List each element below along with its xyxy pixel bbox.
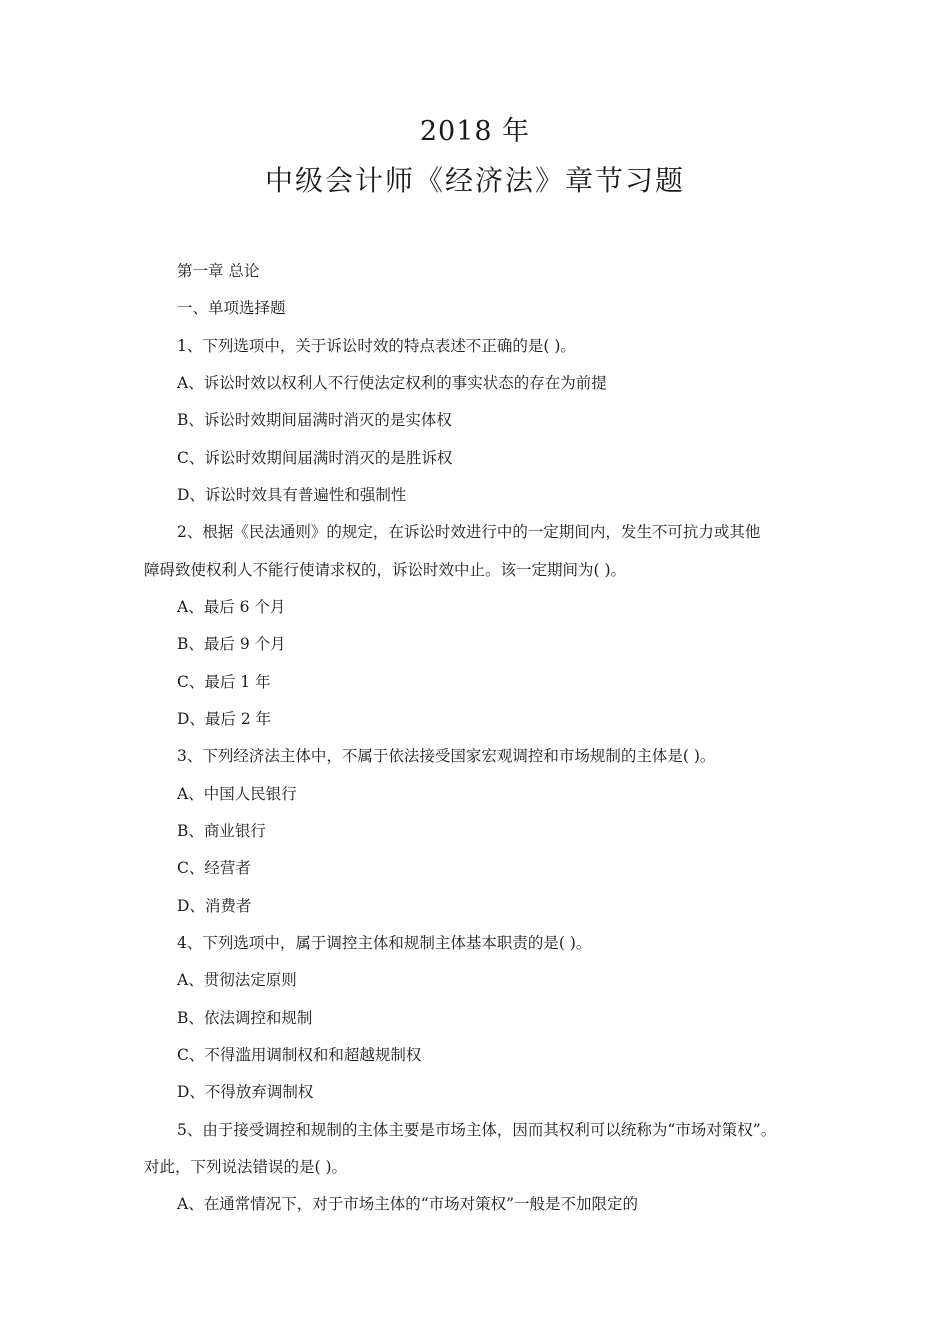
question-4-option-a: A、贯彻法定原则	[177, 971, 297, 989]
question-2-option-c: C、最后 1 年	[177, 673, 271, 691]
question-3-option-a: A、中国人民银行	[177, 785, 297, 803]
document-title: 中级会计师《经济法》章节习题	[264, 164, 685, 197]
document-title-year: 2018 年	[419, 116, 531, 147]
question-4-stem: 4、下列选项中，属于调控主体和规制主体基本职责的是( )。	[177, 934, 592, 952]
question-1-option-b: B、诉讼时效期间届满时消灭的是实体权	[177, 411, 452, 429]
question-4-option-d: D、不得放弃调制权	[177, 1083, 314, 1101]
question-1-option-c: C、诉讼时效期间届满时消灭的是胜诉权	[177, 449, 453, 467]
question-2-stem-line-2: 障碍致使权利人不能行使请求权的，诉讼时效中止。该一定期间为( )。	[144, 561, 627, 579]
question-3-option-c: C、经营者	[177, 859, 251, 877]
question-5-stem-line-2: 对此，下列说法错误的是( )。	[144, 1158, 348, 1176]
question-3-option-d: D、消费者	[177, 897, 252, 915]
question-4-option-b: B、依法调控和规制	[177, 1009, 313, 1027]
question-1-stem: 1、下列选项中，关于诉讼时效的特点表述不正确的是( )。	[177, 337, 576, 355]
chapter-heading: 第一章 总论	[177, 262, 260, 280]
question-3-option-b: B、商业银行	[177, 822, 266, 840]
question-5-option-a: A、在通常情况下，对于市场主体的“市场对策权”一般是不加限定的	[177, 1195, 639, 1213]
question-2-stem-line-1: 2、根据《民法通则》的规定，在诉讼时效进行中的一定期间内，发生不可抗力或其他	[177, 523, 761, 541]
question-2-option-d: D、最后 2 年	[177, 710, 272, 728]
question-3-stem: 3、下列经济法主体中，不属于依法接受国家宏观调控和市场规制的主体是( )。	[177, 747, 716, 765]
section-heading: 一、单项选择题	[177, 299, 286, 317]
question-1-option-a: A、诉讼时效以权利人不行使法定权利的事实状态的存在为前提	[177, 374, 607, 392]
question-4-option-c: C、不得滥用调制权和和超越规制权	[177, 1046, 422, 1064]
question-2-option-a: A、最后 6 个月	[177, 598, 286, 616]
question-1-option-d: D、诉讼时效具有普遍性和强制性	[177, 486, 407, 504]
question-5-stem-line-1: 5、由于接受调控和规制的主体主要是市场主体，因而其权利可以统称为“市场对策权”。	[177, 1121, 777, 1139]
question-2-option-b: B、最后 9 个月	[177, 635, 286, 653]
